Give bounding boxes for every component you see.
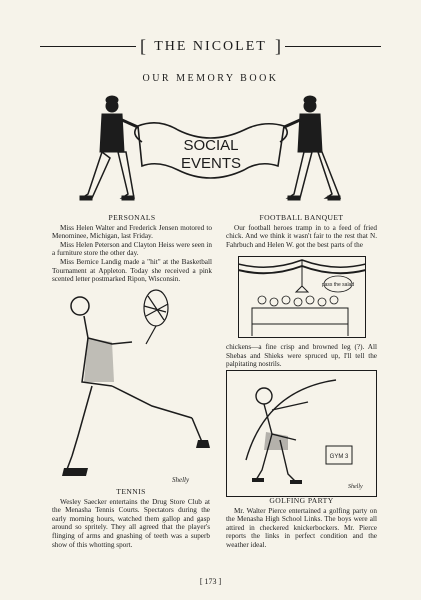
golf-artist-signature: Shelly <box>348 484 363 490</box>
header-rule-right <box>285 46 381 47</box>
tennis-racket-icon <box>144 290 168 344</box>
football-column <box>226 214 377 249</box>
header-bracket-right: ] <box>275 36 281 56</box>
personals-paragraph: Miss Helen Peterson and Clayton Heiss were seen in a furniture store the other day. <box>52 240 212 258</box>
social-events-banner <box>78 90 344 208</box>
golfing-heading: GOLFING PARTY <box>269 496 334 505</box>
football-heading: FOOTBALL BANQUET <box>259 213 344 222</box>
golf-sign-text: GYM 3 <box>329 454 349 460</box>
section-subtitle: OUR MEMORY BOOK <box>142 73 279 84</box>
right-bellhop-figure <box>282 96 340 200</box>
left-bellhop-figure <box>80 96 140 200</box>
page-number: [ 173 ] <box>199 577 222 586</box>
football-text-top: Our football heroes tramp in to a feed of fried chick. And we think it wasn't fair to the rest that N. Fahrbuch and Helen W. got the best parts of the <box>226 223 377 249</box>
tennis-artist-signature: Shelly <box>172 476 190 484</box>
tennis-heading: TENNIS <box>116 487 146 496</box>
page-header <box>40 36 381 58</box>
publication-title: THE NICOLET <box>154 39 267 54</box>
personals-paragraph: Miss Helen Walter and Frederick Jensen motored to Menominee, Michigan, last Friday. <box>52 223 212 241</box>
personals-column <box>52 214 212 284</box>
golfing-paragraph: Mr. Walter Pierce entertained a golfing party on the Menasha High School Links. The boys were all attired in checkered knickerbockers. Mr. Pierce reports the links in perfect condition and the weather ideal. <box>226 506 377 549</box>
header-bracket-left: [ <box>140 36 146 56</box>
tennis-paragraph: Wesley Saecker entertains the Drug Store Club at the Menasha Tennis Courts. Spectators during the early morning hours, watched them gallop and gasp around so spritely. They all agreed that the player's flinging of arms and gnashing of teeth was a superb show of this whotting sport. <box>52 497 210 549</box>
tennis-column <box>52 488 210 549</box>
golfer-illustration <box>226 370 377 497</box>
football-text-bottom: chickens—a fine crisp and browned leg (?). All Shebas and Shieks were spruced up, I'll tell the palpitating nostrils. <box>226 343 377 369</box>
scroll-text-social: SOCIAL <box>183 137 239 154</box>
scroll-text-events: EVENTS <box>180 155 242 172</box>
personals-heading: PERSONALS <box>108 213 156 222</box>
personals-paragraph: Miss Bernice Landig made a "hit" at the Basketball Tournament at Appleton. Today she received a pink scented letter postmarked Ripon, Wisconsin. <box>52 257 212 284</box>
football-column-continued <box>226 343 377 369</box>
banquet-illustration <box>238 256 366 338</box>
golfing-column <box>226 497 377 550</box>
tennis-player-illustration <box>52 286 212 486</box>
banquet-speech-bubble: pass the salad <box>321 282 355 288</box>
header-rule-left <box>40 46 136 47</box>
